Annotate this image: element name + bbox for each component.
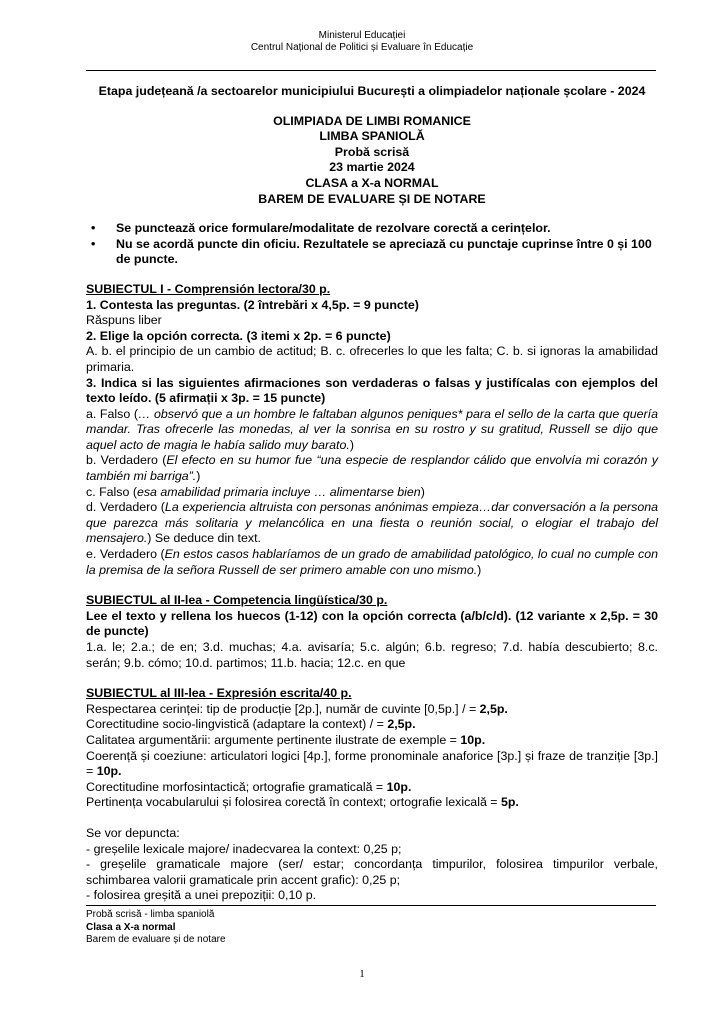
q1-title: 1. Contesta las preguntas. (2 întrebări x 4,5p. = 9 puncte) <box>86 297 419 312</box>
spacer <box>86 578 658 593</box>
subject-3-heading: SUBIECTUL al III-lea - Expresión escrita/40 p. <box>86 686 352 701</box>
subject-2-instruction: Lee el texto y rellena los huecos (1-12) con la opción correcta (a/b/c/d). (12 variante x 2,5p. = 30 de puncte) <box>86 608 658 639</box>
q3-answer-b: b. Verdadero (El efecto en su humor fue “una especie de resplandor cálido que envolvía mi corazón y también mi barriga”.) <box>86 453 658 484</box>
subject-1 <box>86 282 658 578</box>
page-header <box>0 30 724 54</box>
q2-answer: A. b. el principio de un cambio de actitud; B. c. ofrecerles lo que les falta; C. b. si ignoras la amabilidad primaria. <box>86 344 658 374</box>
title-block <box>86 114 658 208</box>
event-title: Etapa județeană /a sectoarelor municipiului București a olimpiadelor naționale școlare - 2024 <box>98 84 646 98</box>
spacer <box>86 671 658 686</box>
rule-item: • Nu se acordă puncte din oficiu. Rezultatele se apreciază cu punctaje cuprinse între 0 și 100 de puncte. <box>91 236 652 267</box>
criterion-item: Respectarea cerinței: tip de producție [2p.], număr de cuvinte [0,5p.] / = 2,5p. <box>86 701 508 716</box>
q3-answer-d: d. Verdadero (La experiencia altruista con personas anónimas empieza…dar conversación a la persona que parezca más solitaria y melancólica en una fiesta o reunión social, o elogiar el trabajo del mensajero.) Se deduce din text. <box>86 500 658 546</box>
footer-barem: Barem de evaluare și de notare <box>86 934 226 945</box>
q2-title: 2. Elige la opción correcta. (3 itemi x 2p. = 6 puncte) <box>86 328 391 343</box>
deduction-item: - greșelile lexicale majore/ inadecvarea la context: 0,25 p; <box>86 841 402 856</box>
header-divider <box>86 70 656 71</box>
criterion-item: Calitatea argumentării: argumente pertinente ilustrate de exemple = 10p. <box>86 732 486 747</box>
barem-title: BAREM DE EVALUARE ȘI DE NOTARE <box>258 191 486 206</box>
deduction-item: - greșelile gramaticale majore (ser/ estar; concordanța timpurilor, folosirea timpurilor verbale, schimbarea valorii gramaticale prin accent grafic): 0,25 p; <box>86 857 658 887</box>
bullet-icon: • <box>91 236 96 251</box>
subject-2 <box>86 593 658 671</box>
class-title: CLASA a X-a NORMAL <box>305 175 439 190</box>
subject-2-heading: SUBIECTUL al II-lea - Competencia lingüística/30 p. <box>86 593 388 608</box>
q3-title: 3. Indica si las siguientes afirmaciones son verdaderas o falsas y justifícalas con ejemplos del texto leído. (5 afirmații x 3p. = 15 puncte) <box>86 375 658 406</box>
bullet-icon: • <box>91 221 96 236</box>
language-title: LIMBA SPANIOLĂ <box>319 129 425 144</box>
spacer <box>86 811 658 826</box>
header-center: Centrul Național de Politici și Evaluare în Educație <box>250 42 474 53</box>
page-footer <box>86 909 226 947</box>
footer-test: Probă scrisă - limba spaniolă <box>86 909 215 920</box>
document-body <box>86 84 658 904</box>
test-date: 23 martie 2024 <box>329 160 415 175</box>
deduction-item: - folosirea greșită a unei prepoziții: 0,10 p. <box>86 888 317 903</box>
header-ministry: Ministerul Educației <box>318 30 406 41</box>
criterion-item: Coerență și coeziune: articulatori logici [4p.], forme pronominale anaforice [3p.] și fraze de tranziție [3p.] = 10p. <box>86 748 658 779</box>
footer-divider <box>86 905 656 906</box>
criterion-item: Corectitudine morfosintactică; ortografie gramaticală = 10p. <box>86 779 412 794</box>
criterion-item: Corectitudine socio-lingvistică (adaptare la context) / = 2,5p. <box>86 717 416 732</box>
rule-item: • Se punctează orice formulare/modalitate de rezolvare corectă a cerințelor. <box>91 221 551 236</box>
q3-answer-c: c. Falso (esa amabilidad primaria incluye … alimentarse bien) <box>86 484 425 499</box>
q1-answer: Răspuns liber <box>86 313 162 328</box>
q3-answer-e: e. Verdadero (En estos casos hablaríamos de un grado de amabilidad patológico, lo cual no cumple con la premisa de la señora Russell de ser primero amable con uno mismo.) <box>86 547 658 577</box>
deductions-title: Se vor depuncta: <box>86 825 180 840</box>
test-type: Probă scrisă <box>334 144 410 159</box>
criterion-item: Pertinența vocabularului și folosirea corectă în context; ortografie lexicală = 5p. <box>86 795 519 810</box>
subject-1-heading: SUBIECTUL I - Comprensión lectora/30 p. <box>86 281 331 296</box>
q3-answer-a: a. Falso (… observó que a un hombre le faltaban algunos peniques* para el sello de la carta que quería mandar. Tras ofrecerle las monedas, al ver la sonrisa en su rostro y su gratitud, Russell se dijo que aquel acto de magia le había salido muy barato.) <box>86 406 658 452</box>
footer-class: Clasa a X-a normal <box>86 921 176 933</box>
general-rules-list <box>86 221 658 268</box>
page-number: 1 <box>359 968 365 980</box>
subject-2-answers: 1.a. le; 2.a.; de en; 3.d. muchas; 4.a. avisaría; 5.c. algún; 6.b. regreso; 7.d. había descubierto; 8.c. serán; 9.b. cómo; 10.d. partimos; 11.b. hacia; 12.c. en que <box>86 640 658 670</box>
olympiad-title: OLIMPIADA DE LIMBI ROMANICE <box>273 113 471 128</box>
subject-3 <box>86 686 658 904</box>
